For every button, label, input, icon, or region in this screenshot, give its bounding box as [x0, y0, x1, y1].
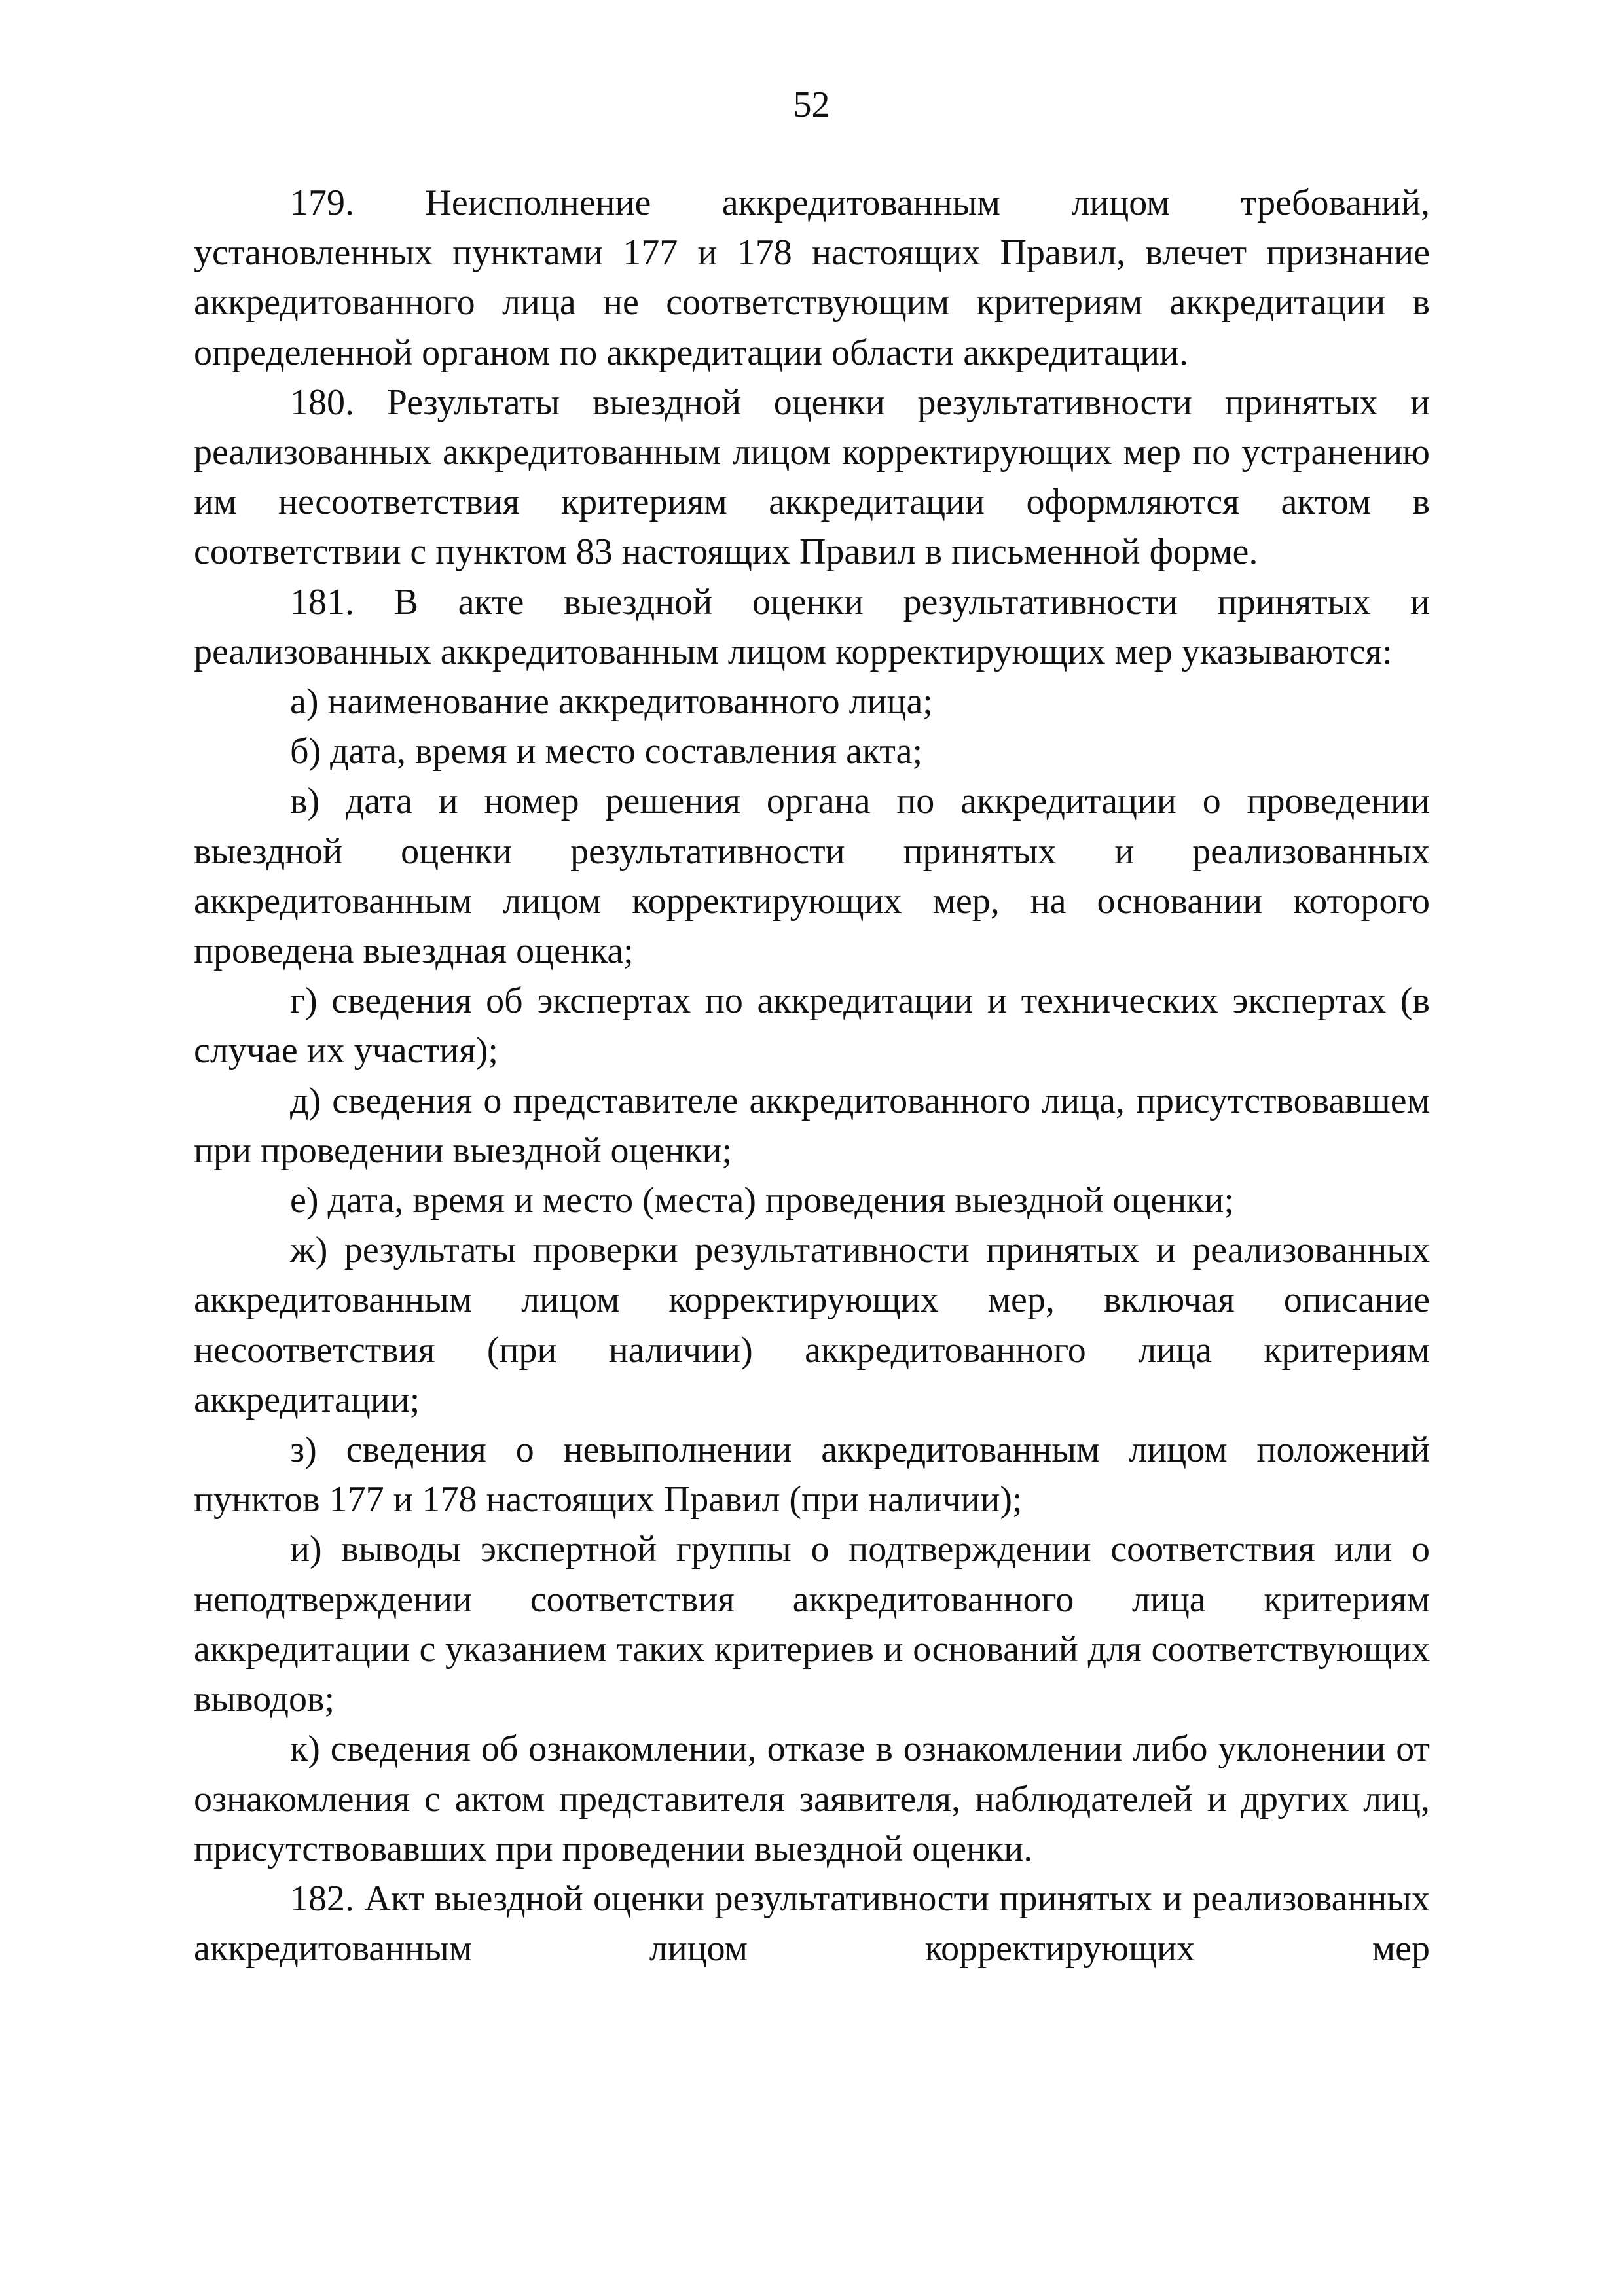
- list-item-b: б) дата, время и место составления акта;: [290, 731, 922, 772]
- document-body: [194, 178, 1430, 1973]
- list-item-e: е) дата, время и место (места) проведения выездной оценки;: [290, 1180, 1234, 1221]
- list-item-d: д) сведения о представителе аккредитованного лица, присутствовавшем при проведении выездной оценки;: [194, 1080, 1430, 1171]
- paragraph-179: 179. Неисполнение аккредитованным лицом требований, установленных пунктами 177 и 178 настоящих Правил, влечет признание аккредитованного лица не соответствующим критериям аккредитации в определенной органом по аккредитации области аккредитации.: [194, 183, 1430, 373]
- paragraph-180: 180. Результаты выездной оценки результативности принятых и реализованных аккредитованным лицом корректирующих мер по устранению им несоответствия критериям аккредитации оформляются актом в соответствии с пунктом 83 настоящих Правил в письменной форме.: [194, 382, 1430, 573]
- list-item-a: а) наименование аккредитованного лица;: [290, 681, 933, 723]
- list-item-zh: ж) результаты проверки результативности принятых и реализованных аккредитованным лицом корректирующих мер, включая описание несоответствия (при наличии) аккредитованного лица критериям аккредитации;: [194, 1230, 1430, 1420]
- paragraph-181: 181. В акте выездной оценки результативности принятых и реализованных аккредитованным лицом корректирующих мер указываются:: [194, 581, 1430, 672]
- page-number: 52: [793, 84, 830, 125]
- list-item-i: и) выводы экспертной группы о подтверждении соответствия или о неподтверждении соответствия аккредитованного лица критериям аккредитации с указанием таких критериев и оснований для соответствующих выводов;: [194, 1529, 1430, 1720]
- list-item-k: к) сведения об ознакомлении, отказе в ознакомлении либо уклонении от ознакомления с актом представителя заявителя, наблюдателей и других лиц, присутствовавших при проведении выездной оценки.: [194, 1729, 1430, 1869]
- list-item-z: з) сведения о невыполнении аккредитованным лицом положений пунктов 177 и 178 настоящих Правил (при наличии);: [194, 1429, 1430, 1520]
- paragraph-182: 182. Акт выездной оценки результативности принятых и реализованных аккредитованным лицом корректирующих мер: [194, 1878, 1430, 1969]
- list-item-g: г) сведения об экспертах по аккредитации и технических экспертах (в случае их участия);: [194, 980, 1430, 1071]
- list-item-v: в) дата и номер решения органа по аккредитации о проведении выездной оценки результативности принятых и реализованных аккредитованным лицом корректирующих мер, на основании которого проведена выездная оценка;: [194, 781, 1430, 972]
